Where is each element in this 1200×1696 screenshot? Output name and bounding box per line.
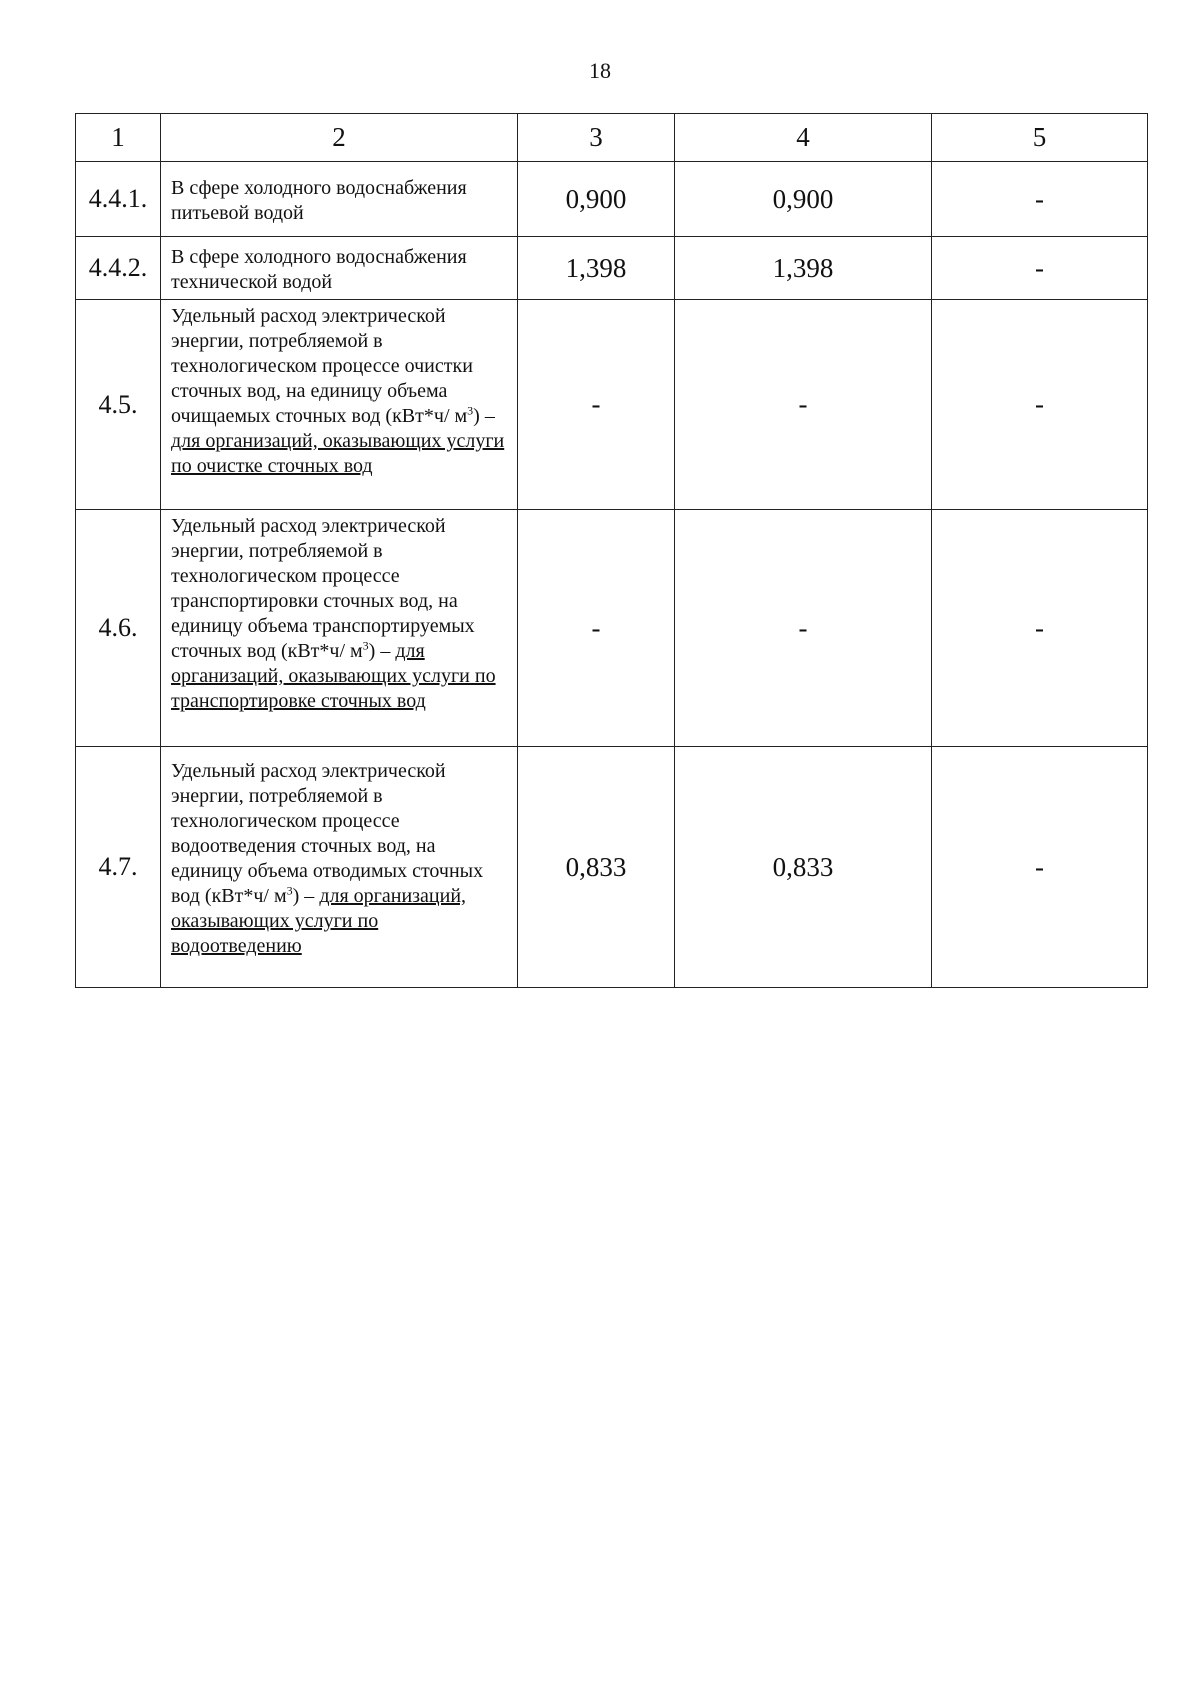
description-text: Удельный расход электрической энергии, потребляемой в технологическом процессе водоотведения сточных вод, на единицу объема отводимых сточных вод (кВт*ч/ м <box>171 760 484 907</box>
row-number: 4.6. <box>76 510 161 747</box>
value-col5: - <box>932 237 1148 300</box>
page-number: 18 <box>589 58 611 83</box>
superscript: 3 <box>362 638 369 653</box>
table-row <box>76 300 1148 510</box>
row-number: 4.7. <box>76 747 161 988</box>
value-col5: - <box>932 300 1148 510</box>
row-number: 4.5. <box>76 300 161 510</box>
column-header: 5 <box>932 114 1148 162</box>
superscript: 3 <box>467 403 474 418</box>
value-col5: - <box>932 747 1148 988</box>
table-header-row <box>76 114 1148 162</box>
description-underlined: для организаций, оказывающих услуги по водоотведению <box>171 885 467 957</box>
column-header: 4 <box>675 114 932 162</box>
row-number: 4.4.2. <box>76 237 161 300</box>
table-row <box>76 747 1148 988</box>
description-text: ) – <box>368 640 396 662</box>
description-text: В сфере холодного водоснабжения технической водой <box>171 246 467 293</box>
column-header: 2 <box>161 114 518 162</box>
value-col3: - <box>518 510 675 747</box>
description-text: ) – <box>292 885 320 907</box>
value-col3: 1,398 <box>518 237 675 300</box>
table-row <box>76 237 1148 300</box>
row-description <box>161 237 518 300</box>
description-text: В сфере холодного водоснабжения питьевой водой <box>171 177 467 224</box>
row-description <box>161 510 518 747</box>
description-text: Удельный расход электрической энергии, потребляемой в технологическом процессе очистки сточных вод, на единицу объема очищаемых сточных вод (кВт*ч/ м <box>171 305 473 427</box>
superscript: 3 <box>286 883 293 898</box>
row-number: 4.4.1. <box>76 162 161 237</box>
column-header: 3 <box>518 114 675 162</box>
description-text: Удельный расход электрической энергии, потребляемой в технологическом процессе транспортировки сточных вод, на единицу объема транспортируемых сточных вод (кВт*ч/ м <box>171 515 475 662</box>
table-row <box>76 510 1148 747</box>
description-text: ) – <box>473 405 495 427</box>
value-col4: 0,833 <box>675 747 932 988</box>
column-header: 1 <box>76 114 161 162</box>
value-col4: - <box>675 300 932 510</box>
table-row <box>76 162 1148 237</box>
value-col3: 0,900 <box>518 162 675 237</box>
description-underlined: для организаций, оказывающих услуги по очистке сточных вод <box>171 430 505 477</box>
value-col5: - <box>932 510 1148 747</box>
value-col4: 1,398 <box>675 237 932 300</box>
row-description <box>161 747 518 988</box>
value-col3: 0,833 <box>518 747 675 988</box>
value-col4: 0,900 <box>675 162 932 237</box>
value-col3: - <box>518 300 675 510</box>
row-description <box>161 300 518 510</box>
indicators-table <box>75 113 1148 988</box>
value-col5: - <box>932 162 1148 237</box>
description-underlined: для организаций, оказывающих услуги по транспортировке сточных вод <box>171 640 496 712</box>
row-description <box>161 162 518 237</box>
value-col4: - <box>675 510 932 747</box>
